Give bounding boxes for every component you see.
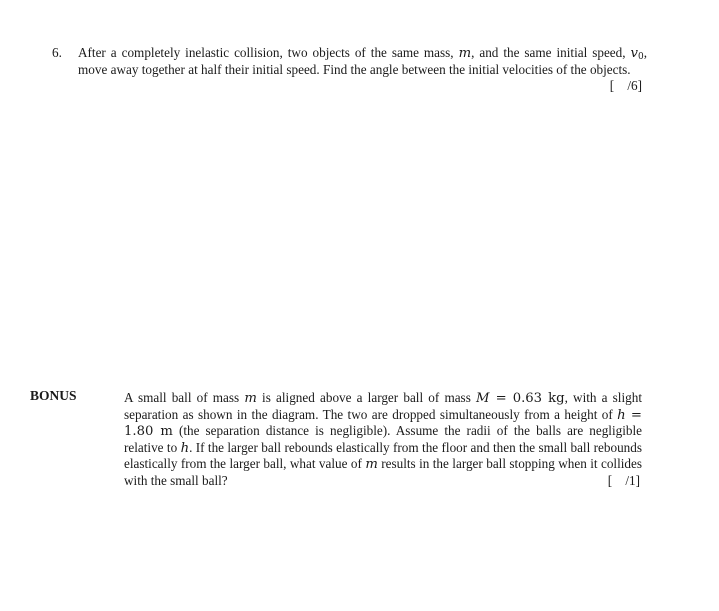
height-symbol: h [617, 407, 626, 423]
bonus-label: BONUS [30, 388, 77, 403]
bonus-question [124, 390, 642, 490]
bonus-text: A small ball of mass m is aligned above a larger ball of mass M = 0.63 kg, with a slight separation as shown in the diagram. The two are dropped simultaneously from a height of h = 1.80 m (the separation distance is negligible). Assume the radii of the balls are negligible relative to h. If the larger ball rebounds elastically from the floor and then the small ball rebounds elastically from the larger ball, what value of m results in the larger ball stopping when it collides with the small ball? [124, 390, 643, 488]
big-mass-symbol: M [476, 391, 490, 406]
question-6 [52, 45, 647, 95]
question-6-text: After a completely inelastic collision, two objects of the same mass, m, and the same initial speed, $v_0$, move away together at half their initial speed. Find the angle between the initial velocities of the objects. [78, 45, 647, 77]
big-mass-value: 0.63 kg [512, 391, 565, 406]
height-value: 1.80 m [124, 424, 173, 440]
small-mass-symbol: m [244, 391, 257, 406]
question-number: 6. [52, 45, 62, 60]
question-6-marks: [ /6] [609, 78, 642, 93]
small-mass-symbol: m [365, 457, 378, 473]
height-symbol: h [180, 440, 190, 456]
speed-subscript: 0 [637, 52, 644, 62]
mass-symbol: m [458, 46, 472, 61]
bonus-marks: [ /1] [607, 472, 640, 488]
speed-symbol: v [630, 46, 638, 61]
